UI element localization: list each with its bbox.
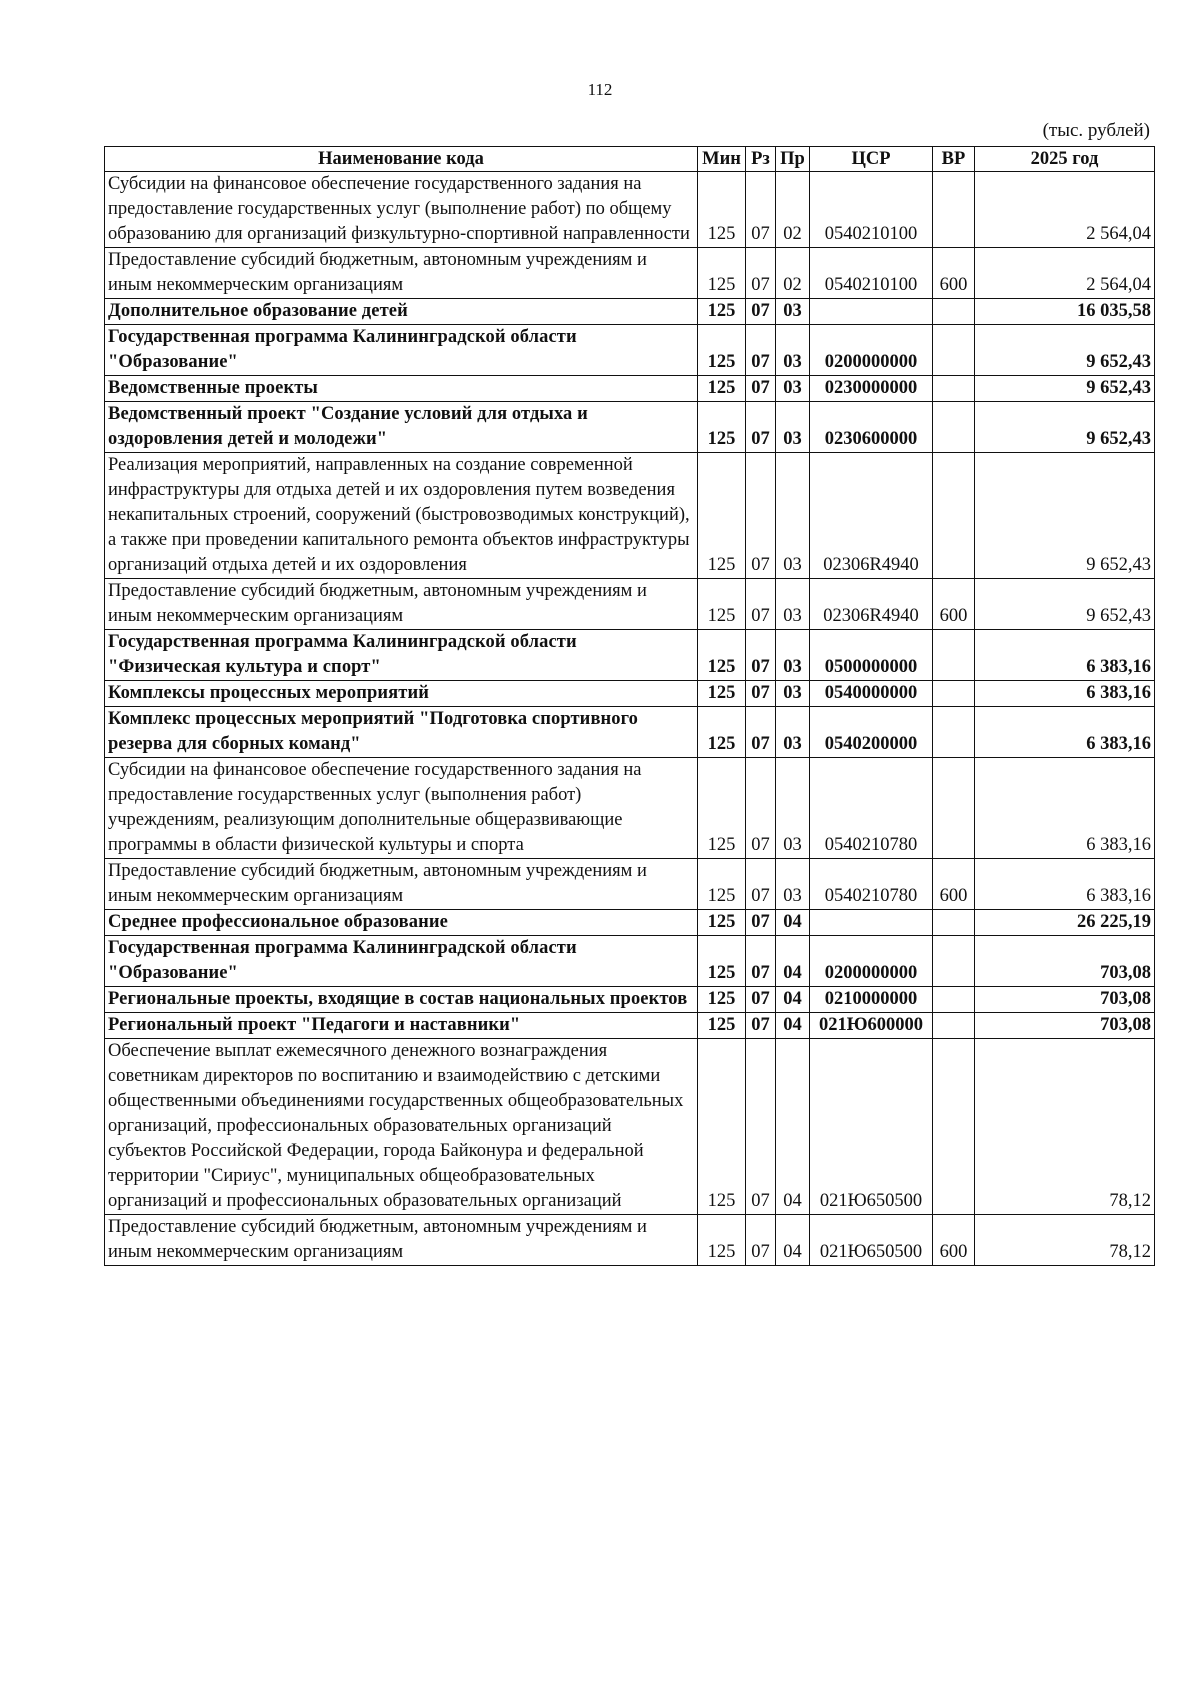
row-amount: 6 383,16 bbox=[975, 707, 1155, 758]
table-body bbox=[105, 172, 1155, 1266]
row-amount: 703,08 bbox=[975, 987, 1155, 1013]
header-csr: ЦСР bbox=[810, 147, 933, 172]
row-rz: 07 bbox=[746, 299, 776, 325]
table-row bbox=[105, 987, 1155, 1013]
row-name: Обеспечение выплат ежемесячного денежного вознаграждения советникам директоров по воспитанию и взаимодействию с детскими общественными объединениями государственных общеобразовательных организаций, профессиональных образовательных организаций субъектов Российской Федерации, города Байконура и федеральной территории "Сириус", муниципальных общеобразовательных организаций и профессиональных образовательных организаций bbox=[105, 1039, 698, 1215]
table-row bbox=[105, 579, 1155, 630]
row-csr: 0540000000 bbox=[810, 681, 933, 707]
row-min: 125 bbox=[698, 936, 746, 987]
row-vr bbox=[933, 172, 975, 248]
budget-table bbox=[104, 146, 1155, 1266]
row-pr: 04 bbox=[776, 987, 810, 1013]
header-min: Мин bbox=[698, 147, 746, 172]
row-rz: 07 bbox=[746, 630, 776, 681]
table-row bbox=[105, 299, 1155, 325]
table-row bbox=[105, 453, 1155, 579]
row-amount: 6 383,16 bbox=[975, 859, 1155, 910]
row-csr bbox=[810, 299, 933, 325]
header-name: Наименование кода bbox=[105, 147, 698, 172]
row-name: Комплексы процессных мероприятий bbox=[105, 681, 698, 707]
row-csr: 021Ю650500 bbox=[810, 1039, 933, 1215]
row-min: 125 bbox=[698, 630, 746, 681]
row-rz: 07 bbox=[746, 325, 776, 376]
row-pr: 03 bbox=[776, 579, 810, 630]
row-pr: 03 bbox=[776, 325, 810, 376]
row-min: 125 bbox=[698, 325, 746, 376]
row-csr: 0210000000 bbox=[810, 987, 933, 1013]
row-name: Среднее профессиональное образование bbox=[105, 910, 698, 936]
table-row bbox=[105, 681, 1155, 707]
row-vr bbox=[933, 936, 975, 987]
row-amount: 6 383,16 bbox=[975, 630, 1155, 681]
units-label: (тыс. рублей) bbox=[1042, 120, 1150, 141]
row-csr: 0200000000 bbox=[810, 936, 933, 987]
row-csr bbox=[810, 910, 933, 936]
row-rz: 07 bbox=[746, 1039, 776, 1215]
row-vr: 600 bbox=[933, 248, 975, 299]
table-row bbox=[105, 248, 1155, 299]
row-amount: 16 035,58 bbox=[975, 299, 1155, 325]
row-vr bbox=[933, 299, 975, 325]
row-pr: 04 bbox=[776, 936, 810, 987]
row-name: Региональный проект "Педагоги и наставники" bbox=[105, 1013, 698, 1039]
row-vr: 600 bbox=[933, 579, 975, 630]
row-pr: 03 bbox=[776, 758, 810, 859]
row-min: 125 bbox=[698, 1215, 746, 1266]
row-rz: 07 bbox=[746, 376, 776, 402]
row-pr: 03 bbox=[776, 299, 810, 325]
table-row bbox=[105, 1039, 1155, 1215]
page-number: 112 bbox=[587, 80, 613, 99]
table-row bbox=[105, 910, 1155, 936]
header-pr: Пр bbox=[776, 147, 810, 172]
row-csr: 0230600000 bbox=[810, 402, 933, 453]
table-header-row bbox=[105, 147, 1155, 172]
row-csr: 021Ю600000 bbox=[810, 1013, 933, 1039]
table-row bbox=[105, 402, 1155, 453]
row-csr: 0540210100 bbox=[810, 248, 933, 299]
table-row bbox=[105, 376, 1155, 402]
header-year: 2025 год bbox=[975, 147, 1155, 172]
row-min: 125 bbox=[698, 987, 746, 1013]
row-rz: 07 bbox=[746, 172, 776, 248]
row-rz: 07 bbox=[746, 707, 776, 758]
row-rz: 07 bbox=[746, 987, 776, 1013]
row-csr: 02306R4940 bbox=[810, 453, 933, 579]
row-pr: 02 bbox=[776, 248, 810, 299]
row-name: Региональные проекты, входящие в состав национальных проектов bbox=[105, 987, 698, 1013]
row-rz: 07 bbox=[746, 1013, 776, 1039]
row-vr: 600 bbox=[933, 1215, 975, 1266]
row-rz: 07 bbox=[746, 936, 776, 987]
row-vr bbox=[933, 758, 975, 859]
table-row bbox=[105, 936, 1155, 987]
row-name: Государственная программа Калининградской области "Образование" bbox=[105, 936, 698, 987]
row-amount: 78,12 bbox=[975, 1215, 1155, 1266]
row-amount: 703,08 bbox=[975, 936, 1155, 987]
row-name: Предоставление субсидий бюджетным, автономным учреждениям и иным некоммерческим организациям bbox=[105, 859, 698, 910]
row-vr bbox=[933, 325, 975, 376]
row-csr: 0540210780 bbox=[810, 758, 933, 859]
row-pr: 03 bbox=[776, 402, 810, 453]
row-amount: 9 652,43 bbox=[975, 579, 1155, 630]
row-vr bbox=[933, 1039, 975, 1215]
row-rz: 07 bbox=[746, 910, 776, 936]
table-row bbox=[105, 325, 1155, 376]
row-min: 125 bbox=[698, 859, 746, 910]
row-name: Дополнительное образование детей bbox=[105, 299, 698, 325]
row-min: 125 bbox=[698, 579, 746, 630]
row-csr: 0230000000 bbox=[810, 376, 933, 402]
row-pr: 03 bbox=[776, 859, 810, 910]
row-pr: 03 bbox=[776, 681, 810, 707]
table-row bbox=[105, 1013, 1155, 1039]
row-min: 125 bbox=[698, 910, 746, 936]
row-vr: 600 bbox=[933, 859, 975, 910]
row-min: 125 bbox=[698, 402, 746, 453]
row-min: 125 bbox=[698, 299, 746, 325]
row-name: Ведомственные проекты bbox=[105, 376, 698, 402]
row-name: Государственная программа Калининградской области "Образование" bbox=[105, 325, 698, 376]
row-csr: 0500000000 bbox=[810, 630, 933, 681]
row-rz: 07 bbox=[746, 453, 776, 579]
row-csr: 0540200000 bbox=[810, 707, 933, 758]
header-vr: ВР bbox=[933, 147, 975, 172]
row-pr: 04 bbox=[776, 1215, 810, 1266]
row-vr bbox=[933, 987, 975, 1013]
row-vr bbox=[933, 402, 975, 453]
row-pr: 04 bbox=[776, 1039, 810, 1215]
row-min: 125 bbox=[698, 248, 746, 299]
row-vr bbox=[933, 1013, 975, 1039]
row-amount: 6 383,16 bbox=[975, 681, 1155, 707]
table-row bbox=[105, 630, 1155, 681]
row-name: Комплекс процессных мероприятий "Подготовка спортивного резерва для сборных команд" bbox=[105, 707, 698, 758]
row-amount: 9 652,43 bbox=[975, 402, 1155, 453]
row-rz: 07 bbox=[746, 758, 776, 859]
row-vr bbox=[933, 707, 975, 758]
row-csr: 0540210100 bbox=[810, 172, 933, 248]
row-csr: 0540210780 bbox=[810, 859, 933, 910]
row-amount: 703,08 bbox=[975, 1013, 1155, 1039]
row-amount: 9 652,43 bbox=[975, 376, 1155, 402]
table-row bbox=[105, 707, 1155, 758]
row-vr bbox=[933, 630, 975, 681]
row-min: 125 bbox=[698, 376, 746, 402]
row-pr: 03 bbox=[776, 707, 810, 758]
row-min: 125 bbox=[698, 453, 746, 579]
row-amount: 9 652,43 bbox=[975, 453, 1155, 579]
row-amount: 9 652,43 bbox=[975, 325, 1155, 376]
row-min: 125 bbox=[698, 758, 746, 859]
row-rz: 07 bbox=[746, 1215, 776, 1266]
row-csr: 021Ю650500 bbox=[810, 1215, 933, 1266]
row-name: Предоставление субсидий бюджетным, автономным учреждениям и иным некоммерческим организациям bbox=[105, 248, 698, 299]
row-rz: 07 bbox=[746, 579, 776, 630]
row-amount: 6 383,16 bbox=[975, 758, 1155, 859]
row-min: 125 bbox=[698, 681, 746, 707]
row-rz: 07 bbox=[746, 859, 776, 910]
row-min: 125 bbox=[698, 1039, 746, 1215]
row-name: Предоставление субсидий бюджетным, автономным учреждениям и иным некоммерческим организациям bbox=[105, 579, 698, 630]
row-amount: 78,12 bbox=[975, 1039, 1155, 1215]
row-name: Субсидии на финансовое обеспечение государственного задания на предоставление государственных услуг (выполнения работ) учреждениям, реализующим дополнительные общеразвивающие программы в области физической культуры и спорта bbox=[105, 758, 698, 859]
row-vr bbox=[933, 681, 975, 707]
header-rz: Рз bbox=[746, 147, 776, 172]
row-csr: 0200000000 bbox=[810, 325, 933, 376]
table-row bbox=[105, 859, 1155, 910]
row-pr: 03 bbox=[776, 630, 810, 681]
row-amount: 2 564,04 bbox=[975, 172, 1155, 248]
row-rz: 07 bbox=[746, 248, 776, 299]
row-min: 125 bbox=[698, 707, 746, 758]
row-amount: 2 564,04 bbox=[975, 248, 1155, 299]
row-pr: 03 bbox=[776, 376, 810, 402]
row-min: 125 bbox=[698, 1013, 746, 1039]
table-row bbox=[105, 1215, 1155, 1266]
row-pr: 03 bbox=[776, 453, 810, 579]
row-csr: 02306R4940 bbox=[810, 579, 933, 630]
row-name: Реализация мероприятий, направленных на создание современной инфраструктуры для отдыха детей и их оздоровления путем возведения некапитальных строений, сооружений (быстровозводимых конструкций), а также при проведении капитального ремонта объектов инфраструктуры организаций отдыха детей и их оздоровления bbox=[105, 453, 698, 579]
row-pr: 04 bbox=[776, 910, 810, 936]
row-name: Государственная программа Калининградской области "Физическая культура и спорт" bbox=[105, 630, 698, 681]
row-pr: 04 bbox=[776, 1013, 810, 1039]
row-name: Ведомственный проект "Создание условий для отдыха и оздоровления детей и молодежи" bbox=[105, 402, 698, 453]
row-vr bbox=[933, 910, 975, 936]
table-row bbox=[105, 172, 1155, 248]
row-pr: 02 bbox=[776, 172, 810, 248]
table-row bbox=[105, 758, 1155, 859]
row-amount: 26 225,19 bbox=[975, 910, 1155, 936]
row-min: 125 bbox=[698, 172, 746, 248]
row-vr bbox=[933, 376, 975, 402]
row-vr bbox=[933, 453, 975, 579]
row-name: Предоставление субсидий бюджетным, автономным учреждениям и иным некоммерческим организациям bbox=[105, 1215, 698, 1266]
row-name: Субсидии на финансовое обеспечение государственного задания на предоставление государственных услуг (выполнение работ) по общему образованию для организаций физкультурно-спортивной направленности bbox=[105, 172, 698, 248]
row-rz: 07 bbox=[746, 402, 776, 453]
row-rz: 07 bbox=[746, 681, 776, 707]
